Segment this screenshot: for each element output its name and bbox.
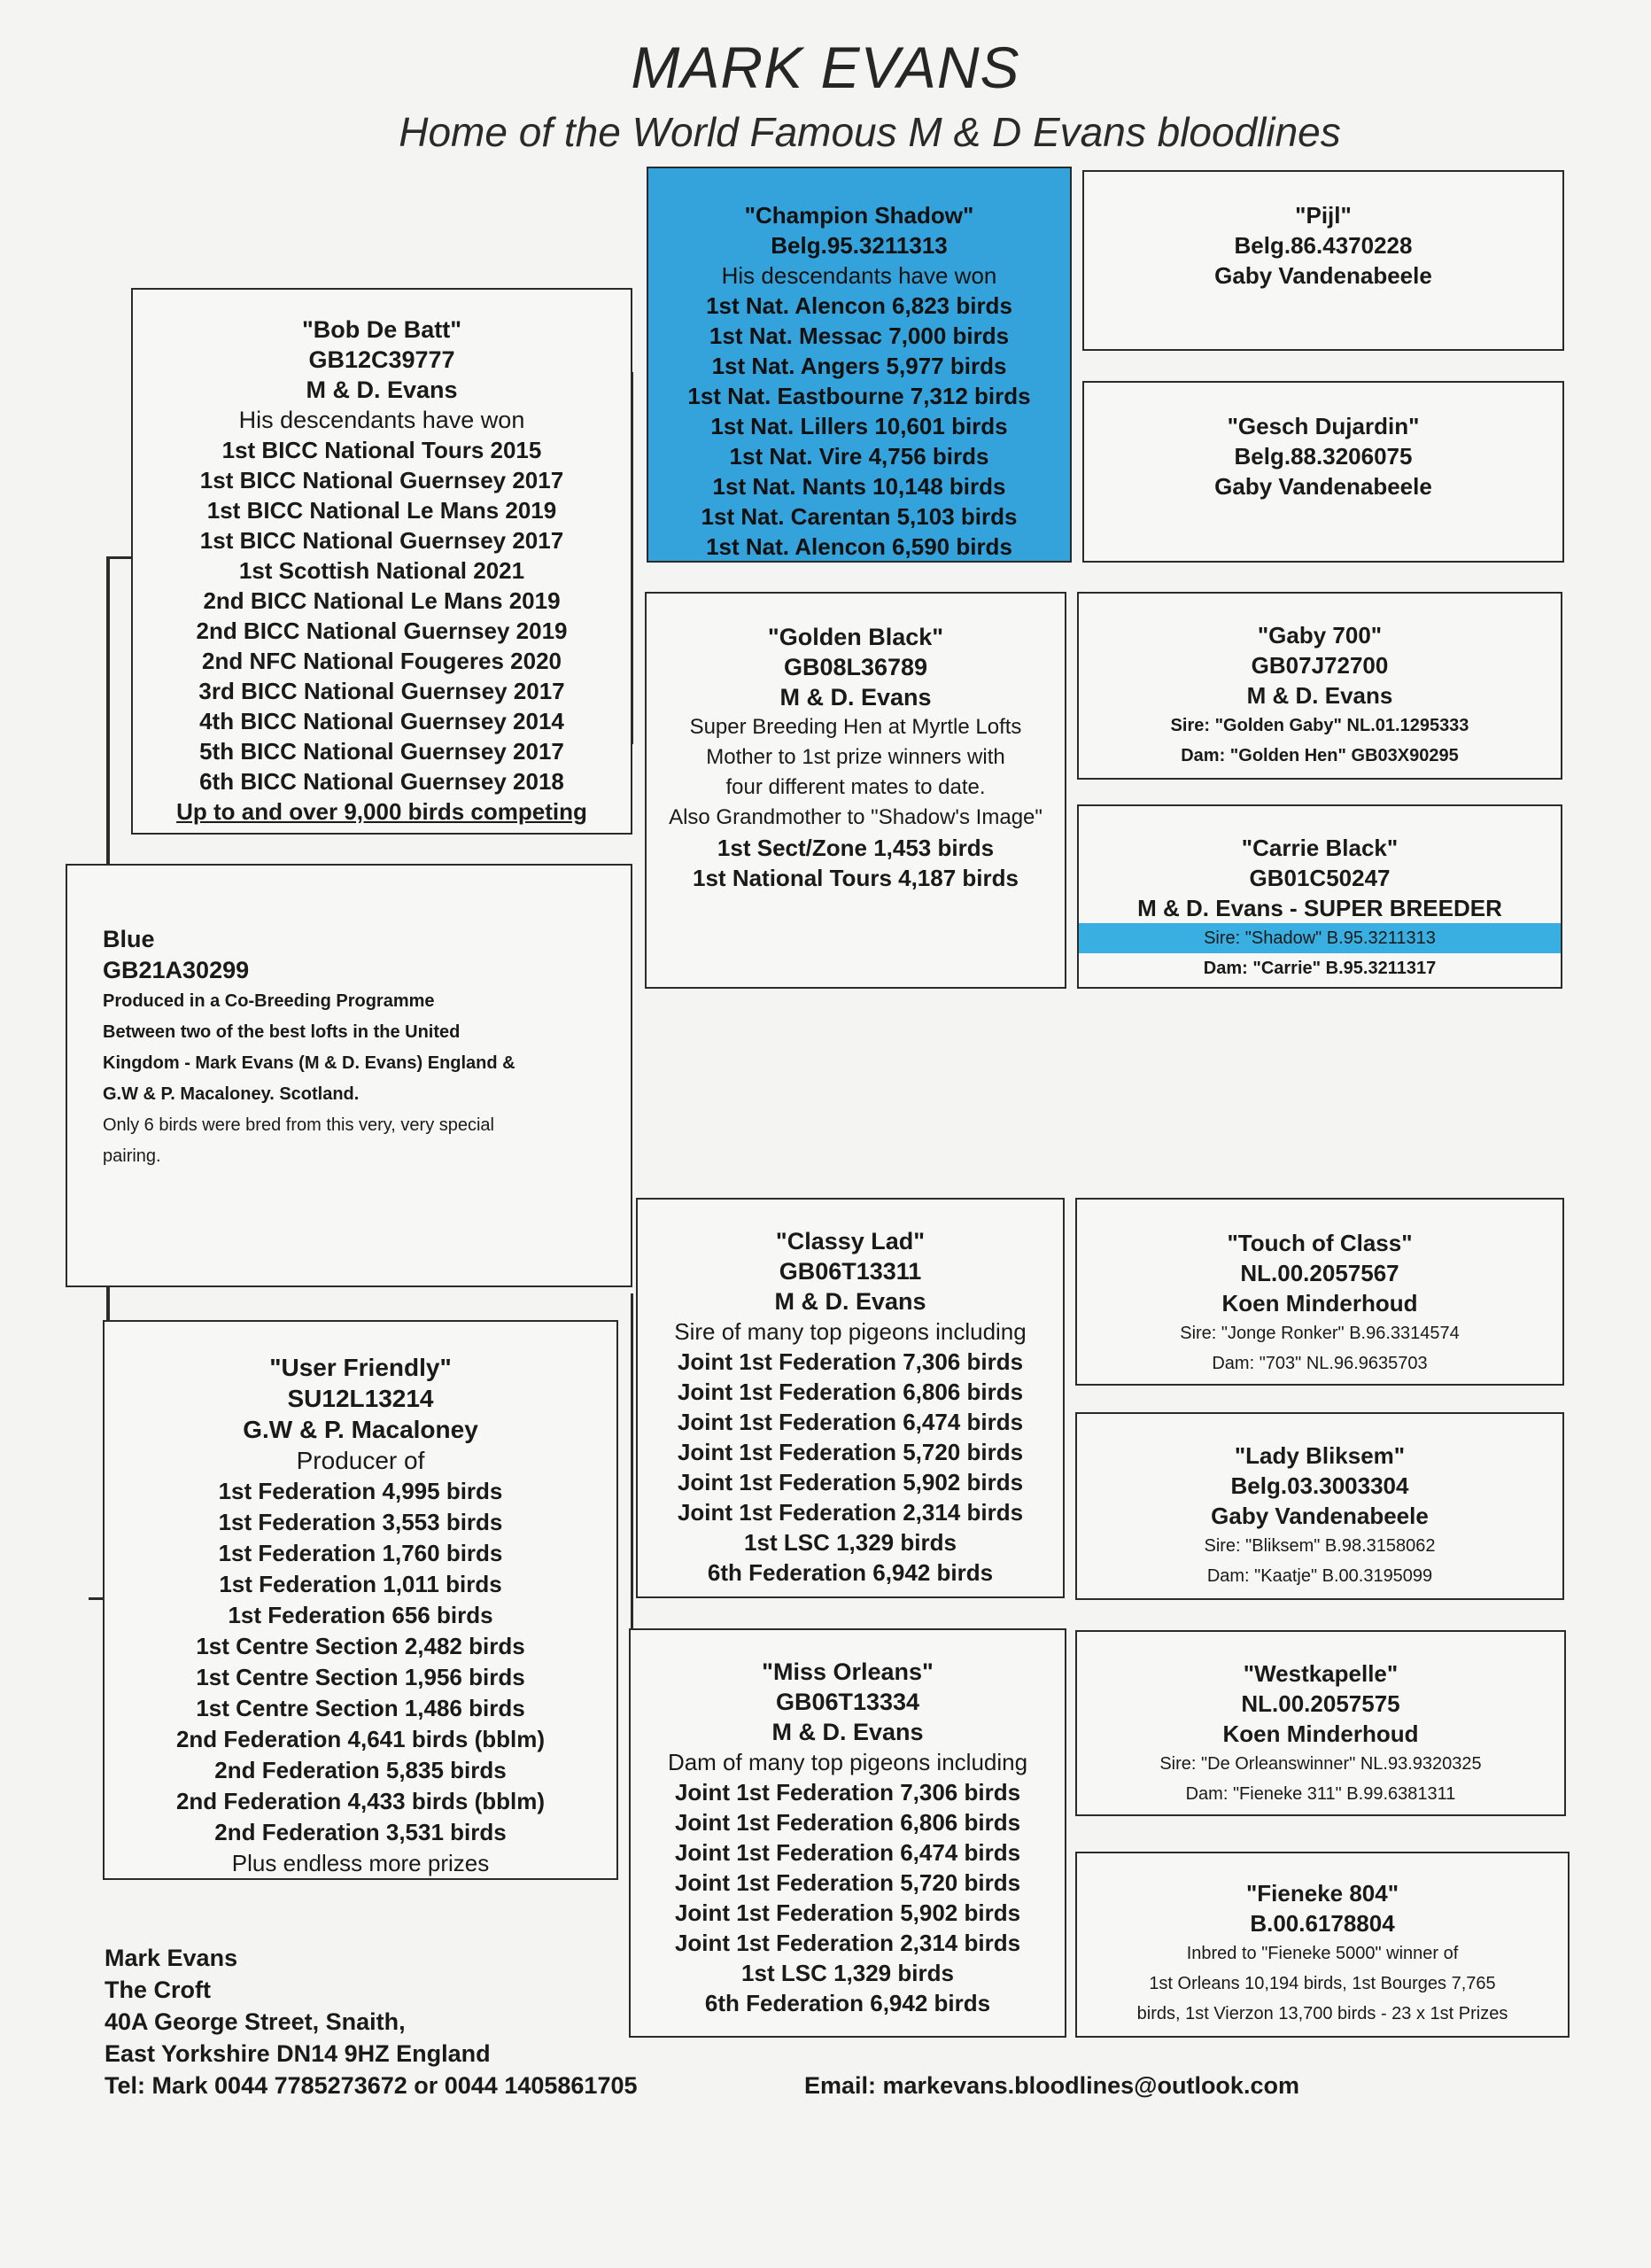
- golden-black-card: [645, 592, 1066, 989]
- ring-number: Belg.95.3211313: [771, 232, 948, 259]
- description-line: birds, 1st Vierzon 13,700 birds - 23 x 1st Prizes: [1136, 2004, 1508, 2023]
- result-line: 1st Centre Section 2,482 birds: [196, 1633, 525, 1659]
- result-line: 1st Nat. Messac 7,000 birds: [709, 322, 1010, 349]
- description-line: Produced in a Co-Breeding Programme: [103, 991, 435, 1011]
- ring-number: NL.00.2057567: [1240, 1260, 1399, 1286]
- owner: Gaby Vandenabeele: [1211, 1503, 1429, 1529]
- result-line: 1st Nat. Nants 10,148 birds: [712, 473, 1006, 500]
- result-line: 1st Federation 3,553 birds: [218, 1509, 503, 1535]
- description-line: Also Grandmother to "Shadow's Image": [669, 805, 1043, 829]
- result-line: 6th Federation 6,942 birds: [704, 1990, 991, 2016]
- classy-lad-card: [636, 1198, 1065, 1598]
- owner: Gaby Vandenabeele: [1214, 262, 1432, 289]
- ring-number: GB07J72700: [1251, 652, 1389, 679]
- bird-name: "Touch of Class": [1227, 1230, 1413, 1256]
- result-line: 1st BICC National Le Mans 2019: [206, 497, 557, 524]
- result-line: 1st Nat. Eastbourne 7,312 birds: [687, 383, 1031, 409]
- bird-name: "Golden Black": [767, 624, 944, 650]
- sire-line: Sire: "Shadow" B.95.3211313: [1079, 923, 1561, 953]
- description-line: 1st Orleans 10,194 birds, 1st Bourges 7,765: [1149, 1974, 1496, 1993]
- bird-name: "Fieneke 804": [1245, 1880, 1399, 1907]
- description-line: G.W & P. Macaloney. Scotland.: [103, 1084, 360, 1104]
- gesch-dujardin-card: [1082, 381, 1564, 563]
- contact-phone: Tel: Mark 0044 7785273672 or 0044 1405861705: [105, 2072, 638, 2099]
- bird-name: "User Friendly": [269, 1354, 452, 1381]
- dam-line: Dam: "Carrie" B.95.3211317: [1203, 959, 1437, 978]
- contact-block: [105, 1942, 638, 2101]
- owner: M & D. Evans: [771, 1719, 924, 1745]
- owner: M & D. Evans: [306, 377, 458, 403]
- result-line: 6th BICC National Guernsey 2018: [199, 768, 564, 795]
- result-line: 1st Federation 4,995 birds: [218, 1478, 503, 1504]
- connector-line: [106, 556, 131, 559]
- ring-number: Belg.88.3206075: [1234, 443, 1413, 470]
- ring-number: SU12L13214: [287, 1385, 434, 1412]
- result-line: 1st Scottish National 2021: [238, 557, 525, 584]
- ring-number: Belg.86.4370228: [1234, 232, 1413, 259]
- bird-name: "Westkapelle": [1243, 1660, 1399, 1687]
- dam-line: Dam: "Kaatje" B.00.3195099: [1206, 1566, 1433, 1586]
- ring-number: GB08L36789: [783, 654, 928, 680]
- intro-text: His descendants have won: [721, 262, 997, 289]
- sire-line: Sire: "De Orleanswinner" NL.93.9320325: [1159, 1754, 1482, 1774]
- result-line: Joint 1st Federation 2,314 birds: [674, 1930, 1021, 1956]
- dam-line: Dam: "703" NL.96.9635703: [1212, 1354, 1428, 1373]
- result-line: Joint 1st Federation 5,720 birds: [674, 1869, 1021, 1896]
- footer-line: Up to and over 9,000 birds competing: [176, 798, 587, 825]
- sire-line: Sire: "Jonge Ronker" B.96.3314574: [1180, 1324, 1460, 1343]
- result-line: 6th Federation 6,942 birds: [707, 1559, 994, 1586]
- result-line: 1st Nat. Carentan 5,103 birds: [701, 503, 1018, 530]
- note-line: pairing.: [103, 1146, 161, 1166]
- result-line: 1st Nat. Alencon 6,590 birds: [706, 533, 1012, 560]
- touch-of-class-card: [1075, 1198, 1564, 1386]
- result-line: 1st Nat. Alencon 6,823 birds: [706, 292, 1012, 319]
- contact-name: Mark Evans: [105, 1945, 238, 1971]
- result-line: 1st Federation 656 birds: [228, 1602, 493, 1628]
- result-line: 2nd BICC National Le Mans 2019: [203, 587, 561, 614]
- bird-name: "Bob De Batt": [301, 316, 462, 343]
- page-title: MARK EVANS: [631, 35, 1020, 100]
- connector-line: [631, 1293, 633, 1666]
- description-line: Mother to 1st prize winners with: [706, 745, 1005, 769]
- sire-line: Sire: "Golden Gaby" NL.01.1295333: [1170, 716, 1469, 735]
- ring-number: B.00.6178804: [1250, 1910, 1395, 1937]
- pijl-card: [1082, 170, 1564, 351]
- bird-name: "Classy Lad": [775, 1228, 926, 1254]
- description-line: Super Breeding Hen at Myrtle Lofts: [689, 715, 1022, 739]
- owner: G.W & P. Macaloney: [243, 1416, 478, 1443]
- result-line: 2nd Federation 4,641 birds (bblm): [175, 1726, 546, 1752]
- result-line: 1st Centre Section 1,956 birds: [196, 1664, 525, 1690]
- bird-name: "Carrie Black": [1241, 835, 1399, 861]
- bird-name: "Champion Shadow": [744, 202, 974, 229]
- result-line: Joint 1st Federation 5,902 birds: [677, 1469, 1024, 1495]
- note-line: Only 6 birds were bred from this very, very special: [103, 1115, 495, 1135]
- result-line: 1st BICC National Guernsey 2017: [199, 467, 564, 493]
- result-line: 1st Nat. Angers 5,977 birds: [711, 353, 1007, 379]
- owner: M & D. Evans: [774, 1288, 926, 1315]
- ring-number: Belg.03.3003304: [1230, 1472, 1409, 1499]
- description-line: Between two of the best lofts in the United: [103, 1022, 461, 1042]
- owner: Koen Minderhoud: [1221, 1290, 1418, 1317]
- contact-email: Email: markevans.bloodlines@outlook.com: [804, 2072, 1299, 2099]
- ring-number: GB01C50247: [1249, 865, 1391, 891]
- owner: M & D. Evans: [1246, 682, 1393, 709]
- description-line: Inbred to "Fieneke 5000" winner of: [1186, 1944, 1459, 1963]
- result-line: Joint 1st Federation 6,806 birds: [677, 1379, 1024, 1405]
- result-line: Joint 1st Federation 5,720 birds: [677, 1439, 1024, 1465]
- dam-line: Dam: "Fieneke 311" B.99.6381311: [1185, 1784, 1456, 1804]
- address-line: The Croft: [105, 1977, 211, 2003]
- westkapelle-card: [1075, 1630, 1566, 1816]
- result-line: 1st Federation 1,011 birds: [219, 1571, 502, 1597]
- result-line: 1st Nat. Vire 4,756 birds: [729, 443, 989, 470]
- result-line: Joint 1st Federation 7,306 birds: [674, 1779, 1021, 1806]
- result-line: 2nd Federation 5,835 birds: [214, 1757, 507, 1783]
- intro-text: Sire of many top pigeons including: [674, 1318, 1027, 1345]
- intro-text: His descendants have won: [238, 407, 525, 433]
- result-line: Joint 1st Federation 5,902 birds: [674, 1899, 1021, 1926]
- result-line: 2nd NFC National Fougeres 2020: [202, 648, 562, 674]
- champion-shadow-card: [647, 167, 1072, 563]
- ring-number: GB06T13334: [775, 1689, 920, 1715]
- sire-line: Sire: "Bliksem" B.98.3158062: [1204, 1536, 1436, 1556]
- sire-card: [131, 288, 632, 835]
- subject-card: [66, 864, 632, 1287]
- result-line: Joint 1st Federation 7,306 birds: [677, 1348, 1024, 1375]
- result-line: 2nd BICC National Guernsey 2019: [196, 617, 568, 644]
- description-line: Kingdom - Mark Evans (M & D. Evans) England &: [103, 1053, 515, 1073]
- ring-number: GB06T13311: [779, 1258, 922, 1285]
- intro-text: Dam of many top pigeons including: [667, 1749, 1028, 1775]
- result-line: 1st BICC National Guernsey 2017: [199, 527, 564, 554]
- result-line: 1st BICC National Tours 2015: [221, 437, 542, 463]
- result-line: 1st LSC 1,329 birds: [744, 1529, 957, 1556]
- footer-line: Plus endless more prizes: [231, 1850, 490, 1876]
- result-line: Joint 1st Federation 2,314 birds: [677, 1499, 1024, 1526]
- address-line: 40A George Street, Snaith,: [105, 2008, 406, 2035]
- miss-orleans-card: [629, 1628, 1066, 2038]
- intro-text: Producer of: [296, 1447, 425, 1474]
- owner: M & D. Evans: [779, 684, 932, 711]
- result-line: Joint 1st Federation 6,474 birds: [677, 1409, 1024, 1435]
- ring-number: NL.00.2057575: [1241, 1690, 1400, 1717]
- bird-name: "Gaby 700": [1257, 622, 1383, 649]
- bird-name: "Gesch Dujardin": [1227, 413, 1420, 439]
- result-line: 1st Nat. Lillers 10,601 birds: [710, 413, 1008, 439]
- result-line: 1st National Tours 4,187 birds: [693, 865, 1019, 891]
- bird-name: Blue: [103, 926, 155, 952]
- result-line: 5th BICC National Guernsey 2017: [199, 738, 564, 765]
- result-line: 1st Centre Section 1,486 birds: [196, 1695, 525, 1721]
- result-line: 4th BICC National Guernsey 2014: [199, 708, 564, 734]
- result-line: Joint 1st Federation 6,806 birds: [674, 1809, 1021, 1836]
- result-line: 1st Sect/Zone 1,453 birds: [717, 835, 995, 861]
- gaby-700-card: [1077, 592, 1562, 780]
- dam-line: Dam: "Golden Hen" GB03X90295: [1181, 746, 1459, 765]
- result-line: 1st LSC 1,329 birds: [741, 1960, 954, 1986]
- owner: Koen Minderhoud: [1222, 1720, 1419, 1747]
- result-line: 1st Federation 1,760 birds: [218, 1540, 503, 1566]
- ring-number: GB12C39777: [308, 346, 455, 373]
- result-line: 2nd Federation 4,433 birds (bblm): [175, 1788, 546, 1814]
- owner: M & D. Evans - SUPER BREEDER: [1137, 895, 1502, 921]
- owner: Gaby Vandenabeele: [1214, 473, 1432, 500]
- result-line: 2nd Federation 3,531 birds: [214, 1819, 507, 1845]
- address-line: East Yorkshire DN14 9HZ England: [105, 2040, 491, 2067]
- description-line: four different mates to date.: [725, 775, 986, 799]
- dam-card: [103, 1320, 618, 1880]
- lady-bliksem-card: [1075, 1412, 1564, 1600]
- result-line: 3rd BICC National Guernsey 2017: [198, 678, 565, 704]
- ring-number: GB21A30299: [103, 957, 250, 983]
- bird-name: "Lady Bliksem": [1234, 1442, 1406, 1469]
- carrie-black-card: [1077, 804, 1562, 989]
- bird-name: "Pijl": [1295, 202, 1352, 229]
- result-line: Joint 1st Federation 6,474 birds: [674, 1839, 1021, 1866]
- fieneke-804-card: [1075, 1852, 1570, 2038]
- bird-name: "Miss Orleans": [762, 1658, 934, 1685]
- page-subtitle: Home of the World Famous M & D Evans bloodlines: [399, 109, 1341, 155]
